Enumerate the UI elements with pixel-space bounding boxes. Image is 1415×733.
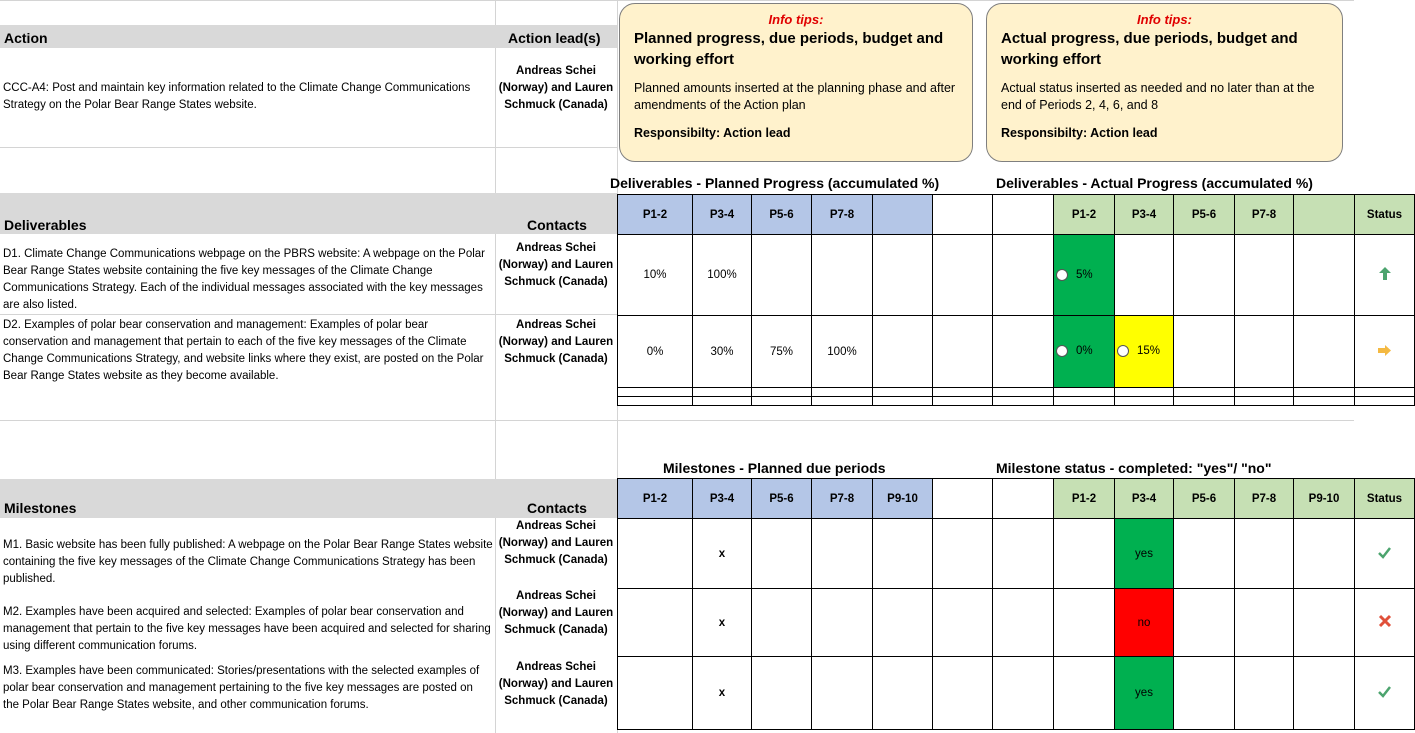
ms-planned-header-p3-4: P3-4 [693,479,752,519]
deliverable-d2-contact: Andreas Schei (Norway) and Lauren Schmuck (Canada) [498,319,614,365]
d1-actual-p5-6[interactable] [1174,235,1235,316]
deliverables-actual-title: Deliverables - Actual Progress (accumulated %) [996,175,1313,191]
milestones-actual-title: Milestone status - completed: "yes"/ "no" [996,460,1272,476]
deliverables-header: Deliverables [4,217,87,233]
m1-planned-p3-4[interactable]: x [693,519,752,589]
d2-actual-p1-2[interactable]: 0% [1054,316,1115,388]
info-tip-label: Info tips: [1137,12,1192,27]
d1-actual-p7-8[interactable] [1235,235,1294,316]
m1-actual-p3-4[interactable]: yes [1115,519,1174,589]
planned-header-p1-2: P1-2 [618,195,693,235]
info-tip-title: Actual progress, due periods, budget and working effort [1001,30,1298,68]
status-indicator-icon [1117,345,1129,357]
action-header: Action [4,30,48,46]
deliverable-d1-text: D1. Climate Change Communications webpage on the PBRS website: A webpage on the Polar Bear Range States website containing the five key messages of the Climate Change Communications Strategy. Each of the individual messages associated with the key messages are also listed. [3,248,486,311]
actual-header-p5-6: P5-6 [1174,195,1235,235]
milestone-m3-text: M3. Examples have been communicated: Stories/presentations with the selected examples of polar bear conservation and management pertaining to the five key messages are posted on the Polar Bear Range States website, and other communication forums. [3,665,480,711]
m1-status [1355,519,1415,589]
d2-actual-p7-8[interactable] [1235,316,1294,388]
orange-right-arrow-icon [1378,345,1391,356]
d2-actual-p3-4[interactable]: 15% [1115,316,1174,388]
d2-planned-p3-4[interactable]: 30% [693,316,752,388]
ms-planned-header-p1-2: P1-2 [618,479,693,519]
ms-actual-header-p3-4: P3-4 [1115,479,1174,519]
green-check-icon [1378,686,1391,697]
red-x-icon [1379,615,1391,627]
d2-planned-p7-8[interactable]: 100% [812,316,873,388]
d2-status [1355,316,1415,388]
actual-header-p7-8: P7-8 [1235,195,1294,235]
ms-planned-header-p5-6: P5-6 [752,479,812,519]
milestones-contacts-header: Contacts [527,500,587,516]
d1-planned-p3-4[interactable]: 100% [693,235,752,316]
status-indicator-icon [1056,345,1068,357]
actual-header-p1-2: P1-2 [1054,195,1115,235]
info-tip-responsibility: Responsibilty: Action lead [1001,126,1158,140]
deliverable-d1-contact: Andreas Schei (Norway) and Lauren Schmuck (Canada) [498,242,614,288]
milestones-grid [617,478,1415,730]
m3-actual-p3-4[interactable]: yes [1115,657,1174,730]
info-tip-actual [986,3,1343,162]
ms-actual-header-p9-10: P9-10 [1294,479,1355,519]
milestone-m2-text: M2. Examples have been acquired and selected: Examples of polar bear conservation and management that pertain to the five key messages have been acquired and selected for sharing using different communication forums. [3,606,491,652]
deliverables-grid [617,194,1415,406]
d1-actual-p1-2[interactable]: 5% [1054,235,1115,316]
info-tip-body: Planned amounts inserted at the planning phase and after amendments of the Action plan [634,81,956,112]
d1-planned-p1-2[interactable]: 10% [618,235,693,316]
action-text: CCC-A4: Post and maintain key information related to the Climate Change Communications Strategy on the Polar Bear Range States website. [3,82,471,111]
deliverables-planned-title: Deliverables - Planned Progress (accumulated %) [610,175,940,191]
d1-planned-p5-6[interactable] [752,235,812,316]
ms-actual-header-p5-6: P5-6 [1174,479,1235,519]
ms-actual-header-p1-2: P1-2 [1054,479,1115,519]
info-tip-planned [619,3,973,162]
info-tip-label: Info tips: [768,12,824,27]
d1-planned-p7-8[interactable] [812,235,873,316]
ms-actual-header-p7-8: P7-8 [1235,479,1294,519]
action-lead: Andreas Schei (Norway) and Lauren Schmuck (Canada) [498,65,614,111]
info-tip-responsibility: Responsibilty: Action lead [634,126,791,140]
planned-header-p5-6: P5-6 [752,195,812,235]
milestone-m1-text: M1. Basic website has been fully published: A webpage on the Polar Bear Range States website containing the five key messages of the Climate Change Communications Strategy has been published. [3,539,493,585]
actual-header-status: Status [1355,195,1415,235]
ms-planned-header-p7-8: P7-8 [812,479,873,519]
status-indicator-icon [1056,269,1068,281]
green-up-arrow-icon [1379,267,1391,280]
green-check-icon [1378,547,1391,558]
milestone-m1-contact: Andreas Schei (Norway) and Lauren Schmuck (Canada) [498,520,614,566]
d2-planned-p5-6[interactable]: 75% [752,316,812,388]
info-tip-body: Actual status inserted as needed and no later than at the end of Periods 2, 4, 6, and 8 [1001,81,1315,112]
planned-header-p7-8: P7-8 [812,195,873,235]
m2-status [1355,589,1415,657]
m3-planned-p3-4[interactable]: x [693,657,752,730]
d1-status [1355,235,1415,316]
milestones-planned-title: Milestones - Planned due periods [663,460,886,476]
info-tip-title: Planned progress, due periods, budget and working effort [634,30,944,68]
deliverables-contacts-header: Contacts [527,217,587,233]
milestones-header: Milestones [4,500,77,516]
milestone-m2-contact: Andreas Schei (Norway) and Lauren Schmuck (Canada) [498,590,614,636]
ms-actual-header-status: Status [1355,479,1415,519]
action-lead-header: Action lead(s) [508,30,601,46]
d1-actual-p3-4[interactable] [1115,235,1174,316]
m2-actual-p3-4[interactable]: no [1115,589,1174,657]
ms-planned-header-p9-10: P9-10 [873,479,933,519]
m3-status [1355,657,1415,730]
d2-actual-p5-6[interactable] [1174,316,1235,388]
m2-planned-p3-4[interactable]: x [693,589,752,657]
actual-header-p3-4: P3-4 [1115,195,1174,235]
milestone-m3-contact: Andreas Schei (Norway) and Lauren Schmuck (Canada) [498,661,614,707]
planned-header-p3-4: P3-4 [693,195,752,235]
d2-planned-p1-2[interactable]: 0% [618,316,693,388]
deliverable-d2-text: D2. Examples of polar bear conservation and management: Examples of polar bear conservation and management that pertain to each of the five key messages of the Climate Change Communications Strategy, and website links where they exist, are posted on the Polar Bear Range States website as they become available. [3,319,484,382]
